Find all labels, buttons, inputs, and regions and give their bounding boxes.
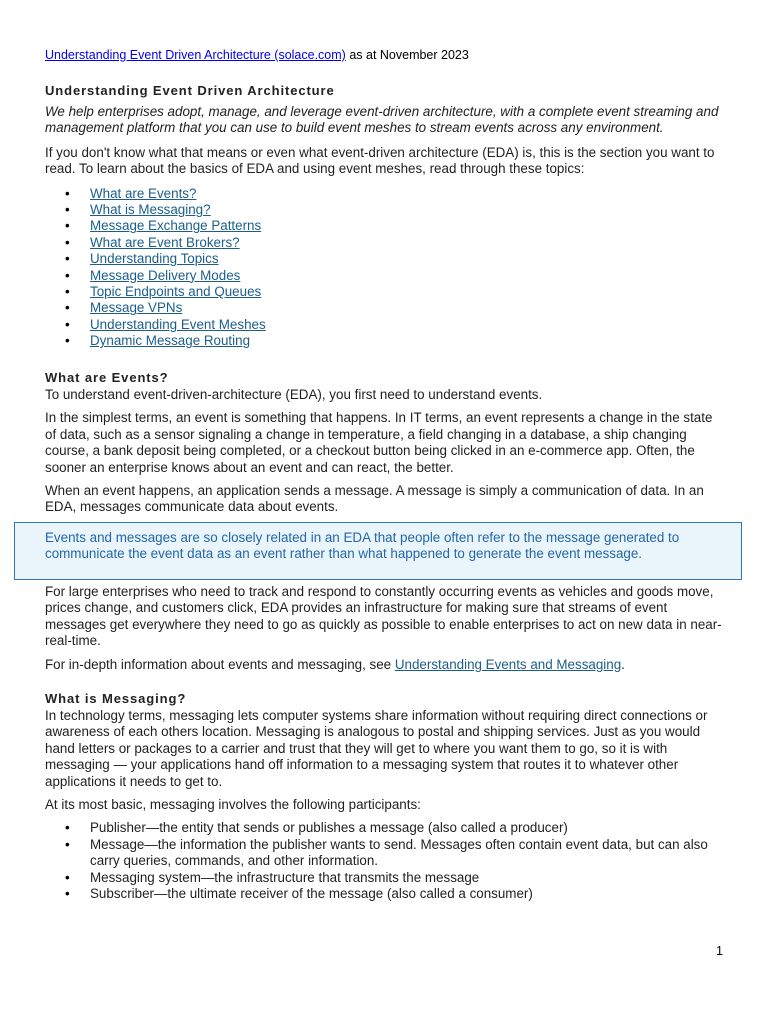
list-item bbox=[45, 284, 725, 300]
main-title: Understanding Event Driven Architecture bbox=[45, 83, 335, 98]
topic-link-what-is-messaging[interactable]: What is Messaging? bbox=[90, 202, 211, 218]
topic-list bbox=[45, 186, 725, 350]
topic-link-event-meshes[interactable]: Understanding Event Meshes bbox=[90, 316, 266, 332]
intro-paragraph: We help enterprises adopt, manage, and leverage event-driven architecture, with a complete event streaming and management platform that you can use to build event meshes to stream events across any environment. bbox=[45, 104, 719, 136]
topic-link-event-brokers[interactable]: What are Event Brokers? bbox=[90, 234, 240, 250]
list-item: • Messaging system—the infrastructure that transmits the message bbox=[45, 870, 725, 886]
callout-text: Events and messages are so closely related in an EDA that people often refer to the message generated to communicate the event data as an event rather than what happened to generate the event message. bbox=[45, 530, 680, 562]
topic-link-message-vpns[interactable]: Message VPNs bbox=[90, 300, 183, 316]
list-item bbox=[45, 333, 725, 349]
events-paragraph-4: For large enterprises who need to track and respond to constantly occurring events as vehicles and goods move, prices change, and customers click, EDA provides an infrastructure for making sure that streams of event messages get everywhere they need to go as quickly as possible to enable enterprises to act on new data in near-real-time. bbox=[45, 584, 722, 649]
list-item bbox=[45, 202, 725, 218]
list-item bbox=[45, 235, 725, 251]
list-item bbox=[45, 251, 725, 267]
source-date: as at November 2023 bbox=[345, 48, 469, 62]
topic-link-endpoints-queues[interactable]: Topic Endpoints and Queues bbox=[90, 284, 262, 300]
p5-prefix: For in-depth information about events and messaging, see bbox=[45, 656, 395, 672]
messaging-paragraph-1: In technology terms, messaging lets computer systems share information without requiring direct connections or awareness of each others location. Messaging is analogous to postal and shipping services. Just as you would hand letters or packages to a carrier and trust that they will get to where you want them to go, so it is with messaging — your applications hand off information to a messaging system that routes it to whatever other applications it needs to get to. bbox=[45, 708, 708, 789]
topic-link-understanding-topics[interactable]: Understanding Topics bbox=[90, 251, 219, 267]
list-item: • Message—the information the publisher wants to send. Messages often contain event data, but can also carry queries, commands, and other information. bbox=[45, 837, 725, 870]
main-section bbox=[45, 82, 725, 350]
topic-link-message-exchange-patterns[interactable]: Message Exchange Patterns bbox=[90, 218, 262, 234]
list-item bbox=[45, 186, 725, 202]
events-paragraph-3: When an event happens, an application sends a message. A message is simply a communication of data. In an EDA, messages communicate data about events. bbox=[45, 483, 704, 515]
lead-paragraph: If you don't know what that means or even what event-driven architecture (EDA) is, this is the section you want to read. To learn about the basics of EDA and using event meshes, read through these topics: bbox=[45, 144, 715, 177]
messaging-heading: What is Messaging? bbox=[45, 691, 187, 706]
messaging-paragraph-2: At its most basic, messaging involves the following participants: bbox=[45, 797, 421, 813]
list-item: • Publisher—the entity that sends or publishes a message (also called a producer) bbox=[45, 820, 725, 836]
list-item: • Subscriber—the ultimate receiver of the message (also called a consumer) bbox=[45, 886, 725, 902]
list-item bbox=[45, 317, 725, 333]
callout-box bbox=[14, 522, 742, 580]
source-link[interactable]: Understanding Event Driven Architecture (solace.com) bbox=[45, 48, 346, 62]
understanding-events-link[interactable]: Understanding Events and Messaging bbox=[394, 656, 622, 672]
list-item bbox=[45, 268, 725, 284]
list-item bbox=[45, 218, 725, 234]
participants-list bbox=[45, 820, 725, 902]
events-section bbox=[45, 369, 725, 516]
events-paragraph-5 bbox=[45, 657, 725, 673]
events-paragraph-2: In the simplest terms, an event is something that happens. In IT terms, an event represents a change in the state of data, such as a sensor signaling a change in temperature, a field changing in a database, a ship changing course, a bank deposit being completed, or a checkout button being clicked in an e-commerce app. Often, the sooner an enterprise knows about an event and can react, the better. bbox=[45, 410, 713, 475]
messaging-section bbox=[45, 690, 725, 902]
topic-link-what-are-events[interactable]: What are Events? bbox=[90, 185, 197, 201]
events-heading: What are Events? bbox=[45, 370, 169, 385]
topic-link-delivery-modes[interactable]: Message Delivery Modes bbox=[90, 267, 241, 283]
events-paragraph-1: To understand event-driven-architecture (EDA), you first need to understand events. bbox=[45, 387, 543, 402]
topic-link-dynamic-routing[interactable]: Dynamic Message Routing bbox=[90, 333, 251, 349]
page-number: 1 bbox=[716, 944, 723, 958]
source-line bbox=[45, 47, 469, 63]
events-continued bbox=[45, 584, 725, 673]
p5-suffix: . bbox=[621, 656, 625, 672]
list-item bbox=[45, 300, 725, 316]
